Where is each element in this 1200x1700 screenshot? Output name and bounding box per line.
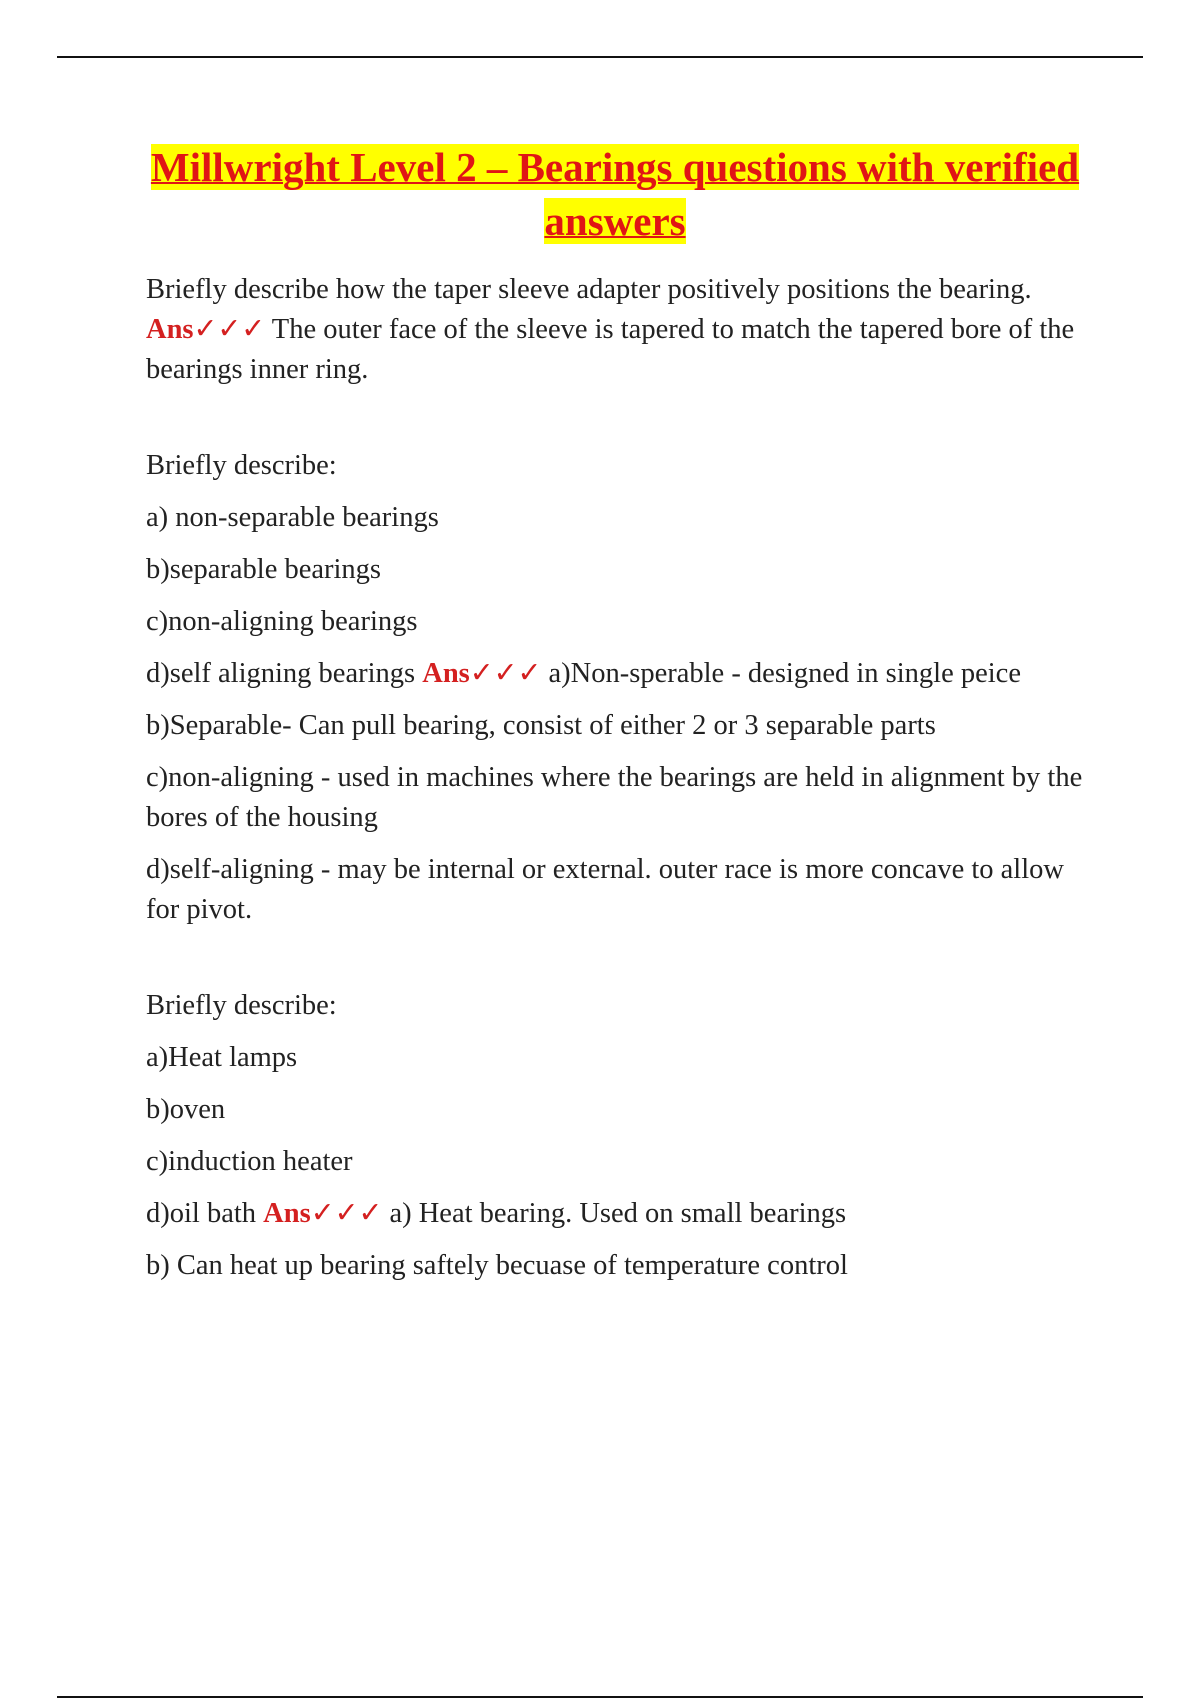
q2-option-a: a) non-separable bearings — [146, 502, 439, 533]
answer-label: Ans — [146, 314, 194, 345]
q3-option-c: c)induction heater — [146, 1146, 353, 1177]
answer-label: Ans — [422, 658, 470, 689]
q3-answer-b: b) Can heat up bearing saftely becuase of temperature control — [146, 1250, 848, 1281]
q2-answer-c: c)non-aligning - used in machines where the bearings are held in alignment by the bores of the housing — [146, 762, 1083, 833]
q2-answer-d: d)self-aligning - may be internal or external. outer race is more concave to allow for pivot. — [146, 854, 1064, 925]
title-text: Millwright Level 2 – Bearings questions with verified answers — [150, 144, 1080, 244]
q2-option-b: b)separable bearings — [146, 554, 382, 585]
q2-answer-a: a)Non-sperable - designed in single peice — [548, 658, 1021, 689]
top-rule — [57, 56, 1143, 58]
q2-option-d-text: d)self aligning bearings — [146, 658, 416, 689]
check-marks-icon: ✓✓✓ — [310, 1198, 383, 1229]
q3-option-b: b)oven — [146, 1094, 226, 1125]
document-title — [110, 140, 1120, 248]
q3-intro: Briefly describe: — [146, 990, 337, 1021]
check-marks-icon: ✓✓✓ — [469, 658, 542, 689]
q2-option-c: c)non-aligning bearings — [146, 606, 418, 637]
q2-answer-b: b)Separable- Can pull bearing, consist of either 2 or 3 separable parts — [146, 710, 936, 741]
q1-answer: The outer face of the sleeve is tapered to match the tapered bore of the bearings inner ring. — [146, 314, 1075, 385]
question-1 — [146, 270, 1086, 390]
q1-question: Briefly describe how the taper sleeve adapter positively positions the bearing. — [146, 274, 1032, 305]
answer-label: Ans — [263, 1198, 311, 1229]
q2-intro: Briefly describe: — [146, 450, 337, 481]
check-marks-icon: ✓✓✓ — [193, 314, 266, 345]
document-body — [146, 270, 1086, 1286]
q3-answer-a: a) Heat bearing. Used on small bearings — [389, 1198, 847, 1229]
q3-option-a: a)Heat lamps — [146, 1042, 298, 1073]
bottom-rule — [57, 1696, 1143, 1698]
q2-option-d — [146, 654, 1086, 694]
q3-option-d — [146, 1194, 1086, 1234]
q3-option-d-text: d)oil bath — [146, 1198, 257, 1229]
